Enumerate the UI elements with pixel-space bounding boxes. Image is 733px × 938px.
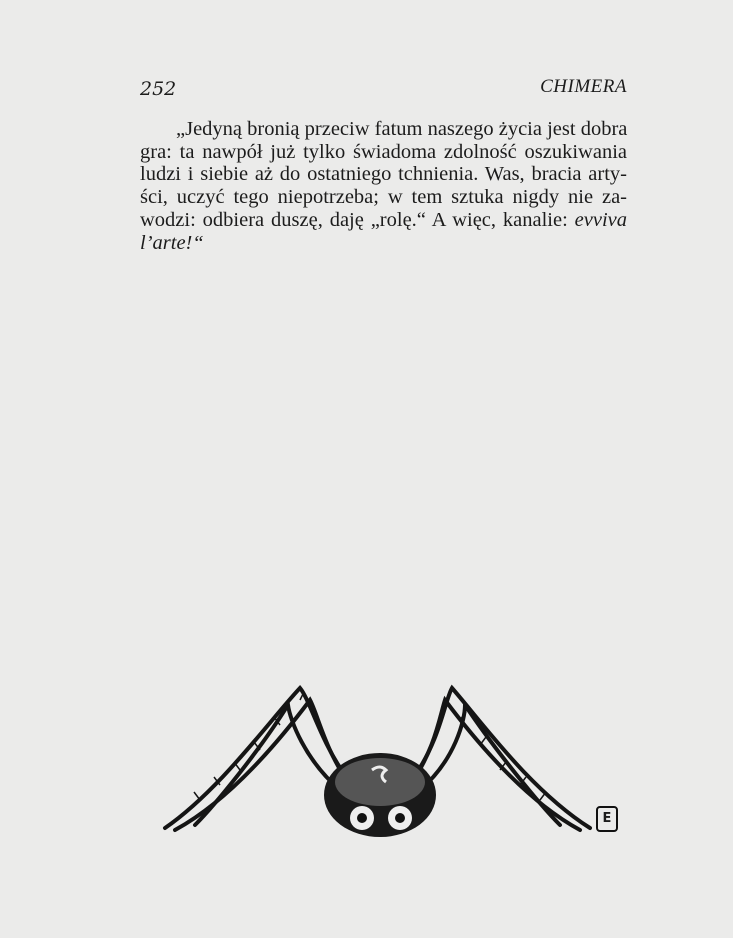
italic-text: evviva [574, 208, 627, 231]
body-text [140, 118, 627, 254]
text-line: ludzi i siebie aż do ostatniego tchnienia. Was, bracia arty- [140, 163, 627, 186]
text-line: wodzi: odbiera duszę, daję „rolę.“ A więc, kanalie: [140, 208, 568, 231]
text-line: ści, uczyć tego niepotrzeba; w tem sztuka nigdy nie za- [140, 186, 627, 209]
artist-monogram: E [596, 806, 618, 832]
text-line: gra: ta nawpół już tylko świadoma zdolność oszukiwania [140, 140, 627, 163]
text-line-last: l’arte!“ [140, 231, 204, 254]
text-line: „Jedyną bronią przeciw fatum naszego życia jest dobra [176, 118, 628, 140]
running-title: CHIMERA [540, 76, 627, 97]
spider-illustration [0, 670, 733, 850]
page-number: 252 [140, 78, 177, 100]
text-line-5 [140, 209, 627, 232]
